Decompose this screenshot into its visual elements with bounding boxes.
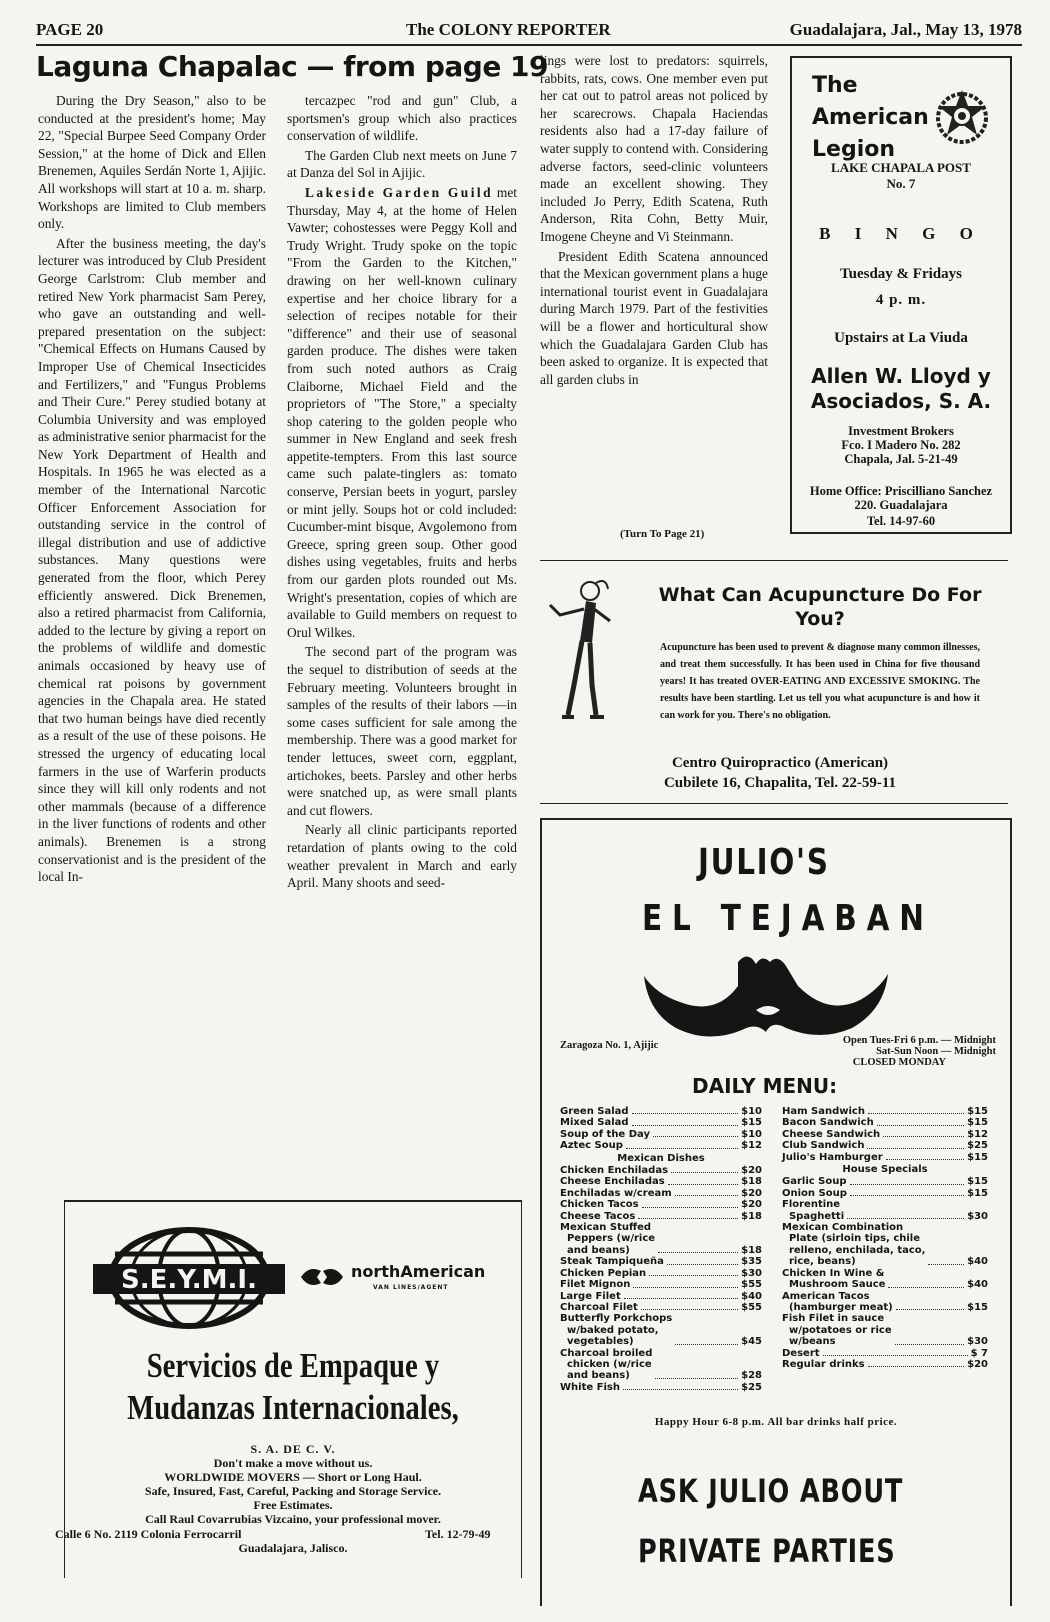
menu-item-name: Enchiladas w/cream bbox=[560, 1187, 672, 1199]
paragraph: lings were lost to predators: squirrels, rabbits, rats, cows. One member even put her cat out to patrol areas not policed by her scarecrows. Chapala Haciendas residents also had a 17-day failure of water supply to contend with. Considering adverse factors, seed-clinic volunteers made an excellent showing. They included Jo Perry, Edith Scatena, Ruth Anderson, Rita Cohn, Betty Muir, Imogene Cheyne and Vi Steinmann. bbox=[540, 53, 768, 244]
menu-dot-leader bbox=[868, 1106, 964, 1114]
menu-dot-leader bbox=[623, 1382, 738, 1390]
menu-dot-leader bbox=[632, 1117, 739, 1125]
brokers-name: Allen W. Lloyd y Asociados, S. A. bbox=[810, 364, 992, 413]
menu-item-name: Julio's Hamburger bbox=[782, 1151, 883, 1163]
seymi-line-4: Free Estimates. bbox=[253, 1498, 333, 1512]
chiropractic-center: Centro Quiropractico (American) bbox=[671, 755, 889, 771]
menu-item bbox=[560, 1302, 762, 1313]
menu-item bbox=[782, 1348, 988, 1359]
menu-item-name: Regular drinks bbox=[782, 1358, 865, 1370]
menu-item-price: $40 bbox=[967, 1256, 988, 1268]
menu-item bbox=[560, 1165, 762, 1176]
menu-item-price: $55 bbox=[741, 1279, 762, 1291]
menu-item bbox=[782, 1140, 988, 1151]
seymi-line-3: Safe, Insured, Fast, Careful, Packing and Storage Service. bbox=[144, 1484, 442, 1498]
menu-dot-leader bbox=[633, 1279, 738, 1287]
legion-post: LAKE CHAPALA POST No. 7 bbox=[831, 160, 971, 191]
menu-item bbox=[560, 1106, 762, 1117]
article-headline: Laguna Chapalac — from page 19 bbox=[36, 50, 549, 83]
menu-item-name: Charcoal Filet bbox=[560, 1301, 638, 1313]
menu-item-name: Chicken Pepian bbox=[560, 1267, 647, 1279]
seymi-movers-ad bbox=[55, 1200, 522, 1578]
menu-item-name: Butterfly Porkchops w/baked potato, vegetables) bbox=[560, 1313, 673, 1348]
bingo-label: B I N G O bbox=[819, 224, 983, 243]
menu-item bbox=[560, 1291, 762, 1302]
seymi-tel: Tel. 12-79-49 bbox=[425, 1527, 491, 1541]
menu-item-price: $15 bbox=[967, 1176, 988, 1188]
menu-item-name: Mexican Stuffed Peppers (w/rice and beans) bbox=[560, 1222, 656, 1256]
bingo-time: 4 p. m. bbox=[875, 292, 927, 308]
legion-emblem-icon bbox=[932, 88, 992, 148]
dateline: Guadalajara, Jal., May 13, 1978 bbox=[789, 20, 1022, 39]
menu-dot-leader bbox=[624, 1291, 738, 1299]
paragraph bbox=[287, 184, 517, 641]
menu-item bbox=[782, 1117, 988, 1128]
agent-name: northAmerican bbox=[351, 1262, 486, 1281]
page-number: PAGE 20 bbox=[36, 20, 104, 39]
menu-dot-leader bbox=[868, 1359, 965, 1367]
menu-dot-leader bbox=[675, 1188, 738, 1196]
menu-item bbox=[560, 1211, 762, 1222]
menu-item bbox=[782, 1313, 988, 1347]
menu-dot-leader bbox=[653, 1129, 738, 1137]
paragraph: President Edith Scatena announced that the Mexican government plans a huge international tourist event in Guadalajara during March 1979. Part of the festivities will be a flower and horticultural show which the Guadalajara Garden Club has been asked to organize. It is expected that all garden clubs in bbox=[540, 248, 768, 387]
menu-section-heading: House Specials bbox=[842, 1164, 928, 1176]
menu-dot-leader bbox=[896, 1291, 964, 1311]
menu-item-price: $15 bbox=[967, 1117, 988, 1129]
menu-item-price: $55 bbox=[741, 1301, 762, 1313]
acupuncture-title: What Can Acupuncture Do For You? bbox=[658, 584, 982, 630]
menu-item bbox=[560, 1188, 762, 1199]
agent-subtitle: VAN LINES/AGENT bbox=[373, 1284, 449, 1291]
menu-item bbox=[560, 1199, 762, 1210]
menu-dot-leader bbox=[867, 1140, 964, 1148]
menu-item-name: Florentine Spaghetti bbox=[782, 1199, 845, 1222]
menu-item-price: $18 bbox=[741, 1176, 762, 1188]
promo-line-2: PRIVATE PARTIES bbox=[638, 1532, 896, 1570]
seymi-title-1: Servicios de Empaque y bbox=[146, 1346, 440, 1385]
paper-name: The COLONY REPORTER bbox=[406, 20, 611, 39]
julio-restaurant-ad bbox=[540, 818, 1012, 1606]
menu-dot-leader bbox=[649, 1268, 738, 1276]
menu-item bbox=[782, 1129, 988, 1140]
globe-logo-icon bbox=[89, 1226, 289, 1330]
menu-dot-leader bbox=[850, 1188, 964, 1196]
paragraph: Nearly all clinic participants reported retardation of plants owing to the cold weather prevalent in March and early April. Many shoots and seed- bbox=[287, 822, 517, 891]
menu-title: DAILY MENU: bbox=[692, 1074, 838, 1098]
menu-item-name: Mixed Salad bbox=[560, 1117, 629, 1129]
menu-dot-leader bbox=[667, 1256, 738, 1264]
bingo-days: Tuesday & Fridays bbox=[840, 266, 962, 282]
seymi-logo-text: S.E.Y.M.I. bbox=[121, 1265, 257, 1295]
menu-item-price: $12 bbox=[741, 1140, 762, 1152]
menu-item-name: Filet Mignon bbox=[560, 1279, 631, 1291]
acupuncture-ad bbox=[540, 560, 1008, 804]
menu-dot-leader bbox=[642, 1199, 739, 1207]
bingo-place: Upstairs at La Viuda bbox=[834, 330, 968, 346]
hours-weekday: Open Tues-Fri 6 p.m. — Midnight bbox=[842, 1035, 996, 1046]
menu-item-name: Ham Sandwich bbox=[782, 1106, 865, 1117]
seymi-line-2: WORLDWIDE MOVERS — Short or Long Haul. bbox=[164, 1470, 422, 1484]
menu-item bbox=[782, 1291, 988, 1314]
menu-right-column bbox=[782, 1106, 988, 1370]
menu-item bbox=[560, 1222, 762, 1256]
menu-item-name: Fish Filet in sauce w/potatoes or rice w/beans bbox=[782, 1313, 892, 1348]
menu-item-price: $40 bbox=[967, 1279, 988, 1291]
brokers-address-2: Chapala, Jal. 5-21-49 bbox=[844, 452, 958, 466]
menu-item-name: White Fish bbox=[560, 1381, 620, 1393]
paragraph: During the Dry Season," also to be conducted at the president's home; May 22, "Special Burpee Seed Company Order Session," at the home of Dick and Ellen Brenemen, Aquiles Serdán Norte 1, Ajijic. All workshops will start at 10 a. m. sharp. Workshops are limited to Club members only. bbox=[38, 93, 266, 232]
menu-item-name: Soup of the Day bbox=[560, 1128, 650, 1140]
menu-item-price: $ 7 bbox=[970, 1347, 988, 1359]
menu-item bbox=[560, 1117, 762, 1128]
north-american-logo-icon bbox=[297, 1262, 347, 1292]
happy-hour: Happy Hour 6-8 p.m. All bar drinks half price. bbox=[654, 1416, 898, 1428]
seymi-address: Calle 6 No. 2119 Colonia Ferrocarril bbox=[55, 1527, 242, 1541]
menu-dot-leader bbox=[823, 1348, 968, 1356]
menu-dot-leader bbox=[928, 1222, 964, 1265]
paragraph: tercazpec "rod and gun" Club, a sportsmen's group which also practices conservation of wildlife. bbox=[287, 93, 517, 144]
menu-item-price: $15 bbox=[741, 1117, 762, 1129]
menu-item-price: $12 bbox=[967, 1128, 988, 1140]
menu-dot-leader bbox=[883, 1129, 964, 1137]
menu-item-name: American Tacos (hamburger meat) bbox=[782, 1290, 893, 1313]
chiropractic-address: Cubilete 16, Chapalita, Tel. 22-59-11 bbox=[663, 775, 897, 791]
menu-item-name: Cheese Sandwich bbox=[782, 1128, 881, 1140]
menu-item-name: Charcoal broiled chicken (w/rice and beans) bbox=[560, 1347, 653, 1382]
menu-item-name: Mexican Combination Plate (sirloin tips, chile relleno, enchilada, taco, rice, beans) bbox=[782, 1222, 926, 1268]
menu-dot-leader bbox=[675, 1313, 738, 1344]
menu-item-price: $20 bbox=[741, 1199, 762, 1211]
menu-item bbox=[782, 1152, 988, 1163]
menu-item-price: $30 bbox=[967, 1210, 988, 1222]
menu-item-price: $15 bbox=[967, 1187, 988, 1199]
menu-item-name: Green Salad bbox=[560, 1106, 629, 1117]
menu-item-name: Onion Soup bbox=[782, 1187, 847, 1199]
menu-item bbox=[560, 1176, 762, 1187]
home-tel: Tel. 14-97-60 bbox=[866, 514, 936, 528]
menu-left-column bbox=[560, 1106, 762, 1393]
menu-dot-leader bbox=[671, 1165, 738, 1173]
seymi-line-5: Call Raul Covarrubias Vizcaino, your professional mover. bbox=[145, 1512, 441, 1526]
restaurant-name-2: EL TEJABAN bbox=[642, 898, 934, 939]
seymi-company: S. A. DE C. V. bbox=[250, 1442, 336, 1456]
acupuncture-figure-icon bbox=[546, 575, 620, 725]
home-office: Home Office: Priscilliano Sanchez 220. Guadalajara bbox=[809, 484, 993, 512]
menu-item bbox=[782, 1106, 988, 1117]
menu-item bbox=[782, 1222, 988, 1268]
menu-item bbox=[560, 1129, 762, 1140]
paragraph: The second part of the program was the sequel to distribution of seeds at the February meeting. Volunteers brought in samples of the results of their labors —in some cases sufficient for sale among the membership. There was a good market for tender lettuces, sweet corn, eggplant, artichokes, beets. Parsley and other herbs were snatched up, as were small plants and cut flowers. bbox=[287, 644, 517, 818]
brokers-address: Fco. I Madero No. 282 bbox=[841, 438, 961, 452]
menu-item-price: $20 bbox=[741, 1187, 762, 1199]
brokers-desc: Investment Brokers bbox=[848, 424, 954, 438]
menu-dot-leader bbox=[847, 1199, 964, 1219]
article-column-2 bbox=[287, 92, 517, 892]
menu-dot-leader bbox=[886, 1152, 964, 1160]
restaurant-name-1: JULIO'S bbox=[698, 842, 830, 883]
menu-item bbox=[782, 1268, 988, 1291]
menu-item bbox=[782, 1199, 988, 1222]
guild-lead: Lakeside Garden Guild bbox=[305, 184, 494, 200]
paragraph: After the business meeting, the day's lecturer was introduced by Club President George Carlstrom: Club member and retired New York pharmacist Sam Perey, who gave an outstanding and well-prepared presentation on the subject: "Chemical Effects on Humans Caused by Improper Use of Chemical Insecticides and Fertilizers," and "Fungus Problems and Their Cure." Perey studied botany at Columbia University and was employed as administrative senior pharmacist for the New York Department of Health and Hospitals. In 1965 he was elected as a member of the International Narcotic Officer Enforcement Association for outstanding service in the control of illegal distribution and use of addictive substances. Many questions were generated from the floor, which Perey efficiently answered. Dick Brenemen, also a retired pharmacist from California, added to the lecture by giving a report on the problems of wildlife and domestic animals occasioned by heavy use of chemical rat poisons by government agencies in the Chapala area. He stated that two human beings have died recently as a result of the use of these poisons. He stressed the urgency of educating local farmers in the use of Warferin products since they will kill only rodents and not other mammals (because of a difference in the liver functions of rodents and other animals). Brenemen is a strong conservationist and is the president of the local In- bbox=[38, 235, 266, 885]
menu-item-price: $18 bbox=[741, 1210, 762, 1222]
american-legion-ad bbox=[790, 56, 1012, 534]
menu-item-price: $25 bbox=[967, 1140, 988, 1152]
restaurant-hours bbox=[748, 1035, 996, 1068]
menu-item-price: $15 bbox=[967, 1301, 988, 1313]
menu-item bbox=[560, 1268, 762, 1279]
menu-item bbox=[560, 1140, 762, 1151]
article-column-1 bbox=[38, 92, 266, 886]
menu-item bbox=[560, 1382, 762, 1393]
restaurant-address: Zaragoza No. 1, Ajijic bbox=[560, 1040, 659, 1051]
menu-dot-leader bbox=[632, 1106, 739, 1114]
seymi-details bbox=[65, 1456, 521, 1526]
menu-item-price: $15 bbox=[967, 1151, 988, 1163]
menu-item-name: Steak Tampiqueña bbox=[560, 1256, 664, 1268]
menu-item-name: Cheese Tacos bbox=[560, 1210, 636, 1222]
menu-dot-leader bbox=[626, 1140, 738, 1148]
paragraph: The Garden Club next meets on June 7 at Danza del Sol in Ajijic. bbox=[287, 147, 517, 181]
seymi-title-2: Mudanzas Internacionales, bbox=[127, 1388, 459, 1427]
menu-item-name: Garlic Soup bbox=[782, 1176, 847, 1188]
menu-section-heading: Mexican Dishes bbox=[617, 1152, 705, 1164]
acupuncture-body: Acupuncture has been used to prevent & diagnose many common illnesses, and treat them successfully. It has been used in China for five thousand years! It has treated OVER-EATING AND EXCESSIVE SMOKING. The results have been startling. Let us tell you what acupuncture is and how it can work for you. There's no obligation. bbox=[660, 642, 980, 721]
menu-dot-leader bbox=[888, 1268, 964, 1288]
menu-dot-leader bbox=[877, 1117, 964, 1125]
menu-dot-leader bbox=[668, 1176, 738, 1184]
menu-item-price: $25 bbox=[741, 1381, 762, 1393]
menu-dot-leader bbox=[641, 1302, 738, 1310]
menu-item bbox=[782, 1176, 988, 1187]
menu-item-name: Chicken Enchiladas bbox=[560, 1165, 669, 1177]
menu-item-price: $30 bbox=[967, 1336, 988, 1348]
menu-dot-leader bbox=[850, 1176, 965, 1184]
menu-item-price: $20 bbox=[741, 1165, 762, 1177]
menu-item-price: $40 bbox=[741, 1290, 762, 1302]
legion-title: The American Legion bbox=[812, 73, 929, 162]
menu-item-name: Large Filet bbox=[560, 1290, 621, 1302]
masthead bbox=[36, 18, 1022, 46]
menu-item bbox=[560, 1313, 762, 1347]
menu-item-price: $15 bbox=[967, 1106, 988, 1117]
menu-dot-leader bbox=[895, 1313, 964, 1344]
menu-item-name: Chicken Tacos bbox=[560, 1199, 639, 1211]
menu-item-name: Aztec Soup bbox=[560, 1140, 623, 1152]
turn-to-page: (Turn To Page 21) bbox=[620, 528, 705, 540]
menu-item-price: $45 bbox=[741, 1336, 762, 1348]
seymi-city: Guadalajara, Jalisco. bbox=[238, 1541, 348, 1555]
menu-item bbox=[560, 1348, 762, 1382]
menu-item-price: $30 bbox=[741, 1267, 762, 1279]
menu-item-name: Cheese Enchiladas bbox=[560, 1176, 665, 1188]
menu-item bbox=[560, 1256, 762, 1267]
menu-item bbox=[782, 1188, 988, 1199]
menu-item-name: Desert bbox=[782, 1347, 820, 1359]
promo-line-1: ASK JULIO ABOUT bbox=[638, 1472, 904, 1510]
menu-item-price: $28 bbox=[741, 1370, 762, 1382]
menu-item-price: $10 bbox=[741, 1128, 762, 1140]
guild-text: met Thursday, May 4, at the home of Helen Vawter; cohostesses were Peggy Koll and Trudy Wright. Trudy spoke on the topic "From the Garden to the Kitchen," drawing on her well-known culinary expertise and her choice library for a selection of recipes notable for their "difference" and their use of seasonal garden produce. The dishes were taken from such noted authors as Craig Claiborne, Michael Field and the proprietors of "The Store," a specialty shop catering to the golden people who summer in New England and seek fresh appetite-tempters. From this last source came such palate-tinglers as: tomato conserve, Persian beets in yogurt, parsley or mint jelly. Soups hot or cold included: Cucumber-mint bisque, Avgolemono from Greece, spring green soup. Other good dishes using vegetables, fruits and herbs from our garden plots rounded out Ms. Wright's presentation, copies of which are available to Guild members on request to Orul Wilkes. bbox=[287, 184, 517, 640]
menu-dot-leader bbox=[638, 1211, 738, 1219]
menu-item-name: Bacon Sandwich bbox=[782, 1117, 874, 1129]
menu-item bbox=[782, 1359, 988, 1370]
article-column-3 bbox=[540, 52, 768, 388]
menu-dot-leader bbox=[655, 1348, 738, 1379]
menu-item-price: $18 bbox=[741, 1244, 762, 1256]
menu-item-name: Club Sandwich bbox=[782, 1140, 865, 1152]
menu-item-price: $35 bbox=[741, 1256, 762, 1268]
seymi-line-1: Don't make a move without us. bbox=[213, 1456, 373, 1470]
menu-item-price: $20 bbox=[967, 1358, 988, 1370]
hours-weekend: Sat-Sun Noon — Midnight bbox=[876, 1046, 996, 1057]
menu-item bbox=[560, 1279, 762, 1290]
hours-closed: CLOSED MONDAY bbox=[852, 1057, 946, 1068]
menu-item-price: $10 bbox=[741, 1106, 762, 1117]
menu-item-name: Chicken In Wine & Mushroom Sauce bbox=[782, 1267, 886, 1291]
menu-dot-leader bbox=[658, 1222, 738, 1253]
